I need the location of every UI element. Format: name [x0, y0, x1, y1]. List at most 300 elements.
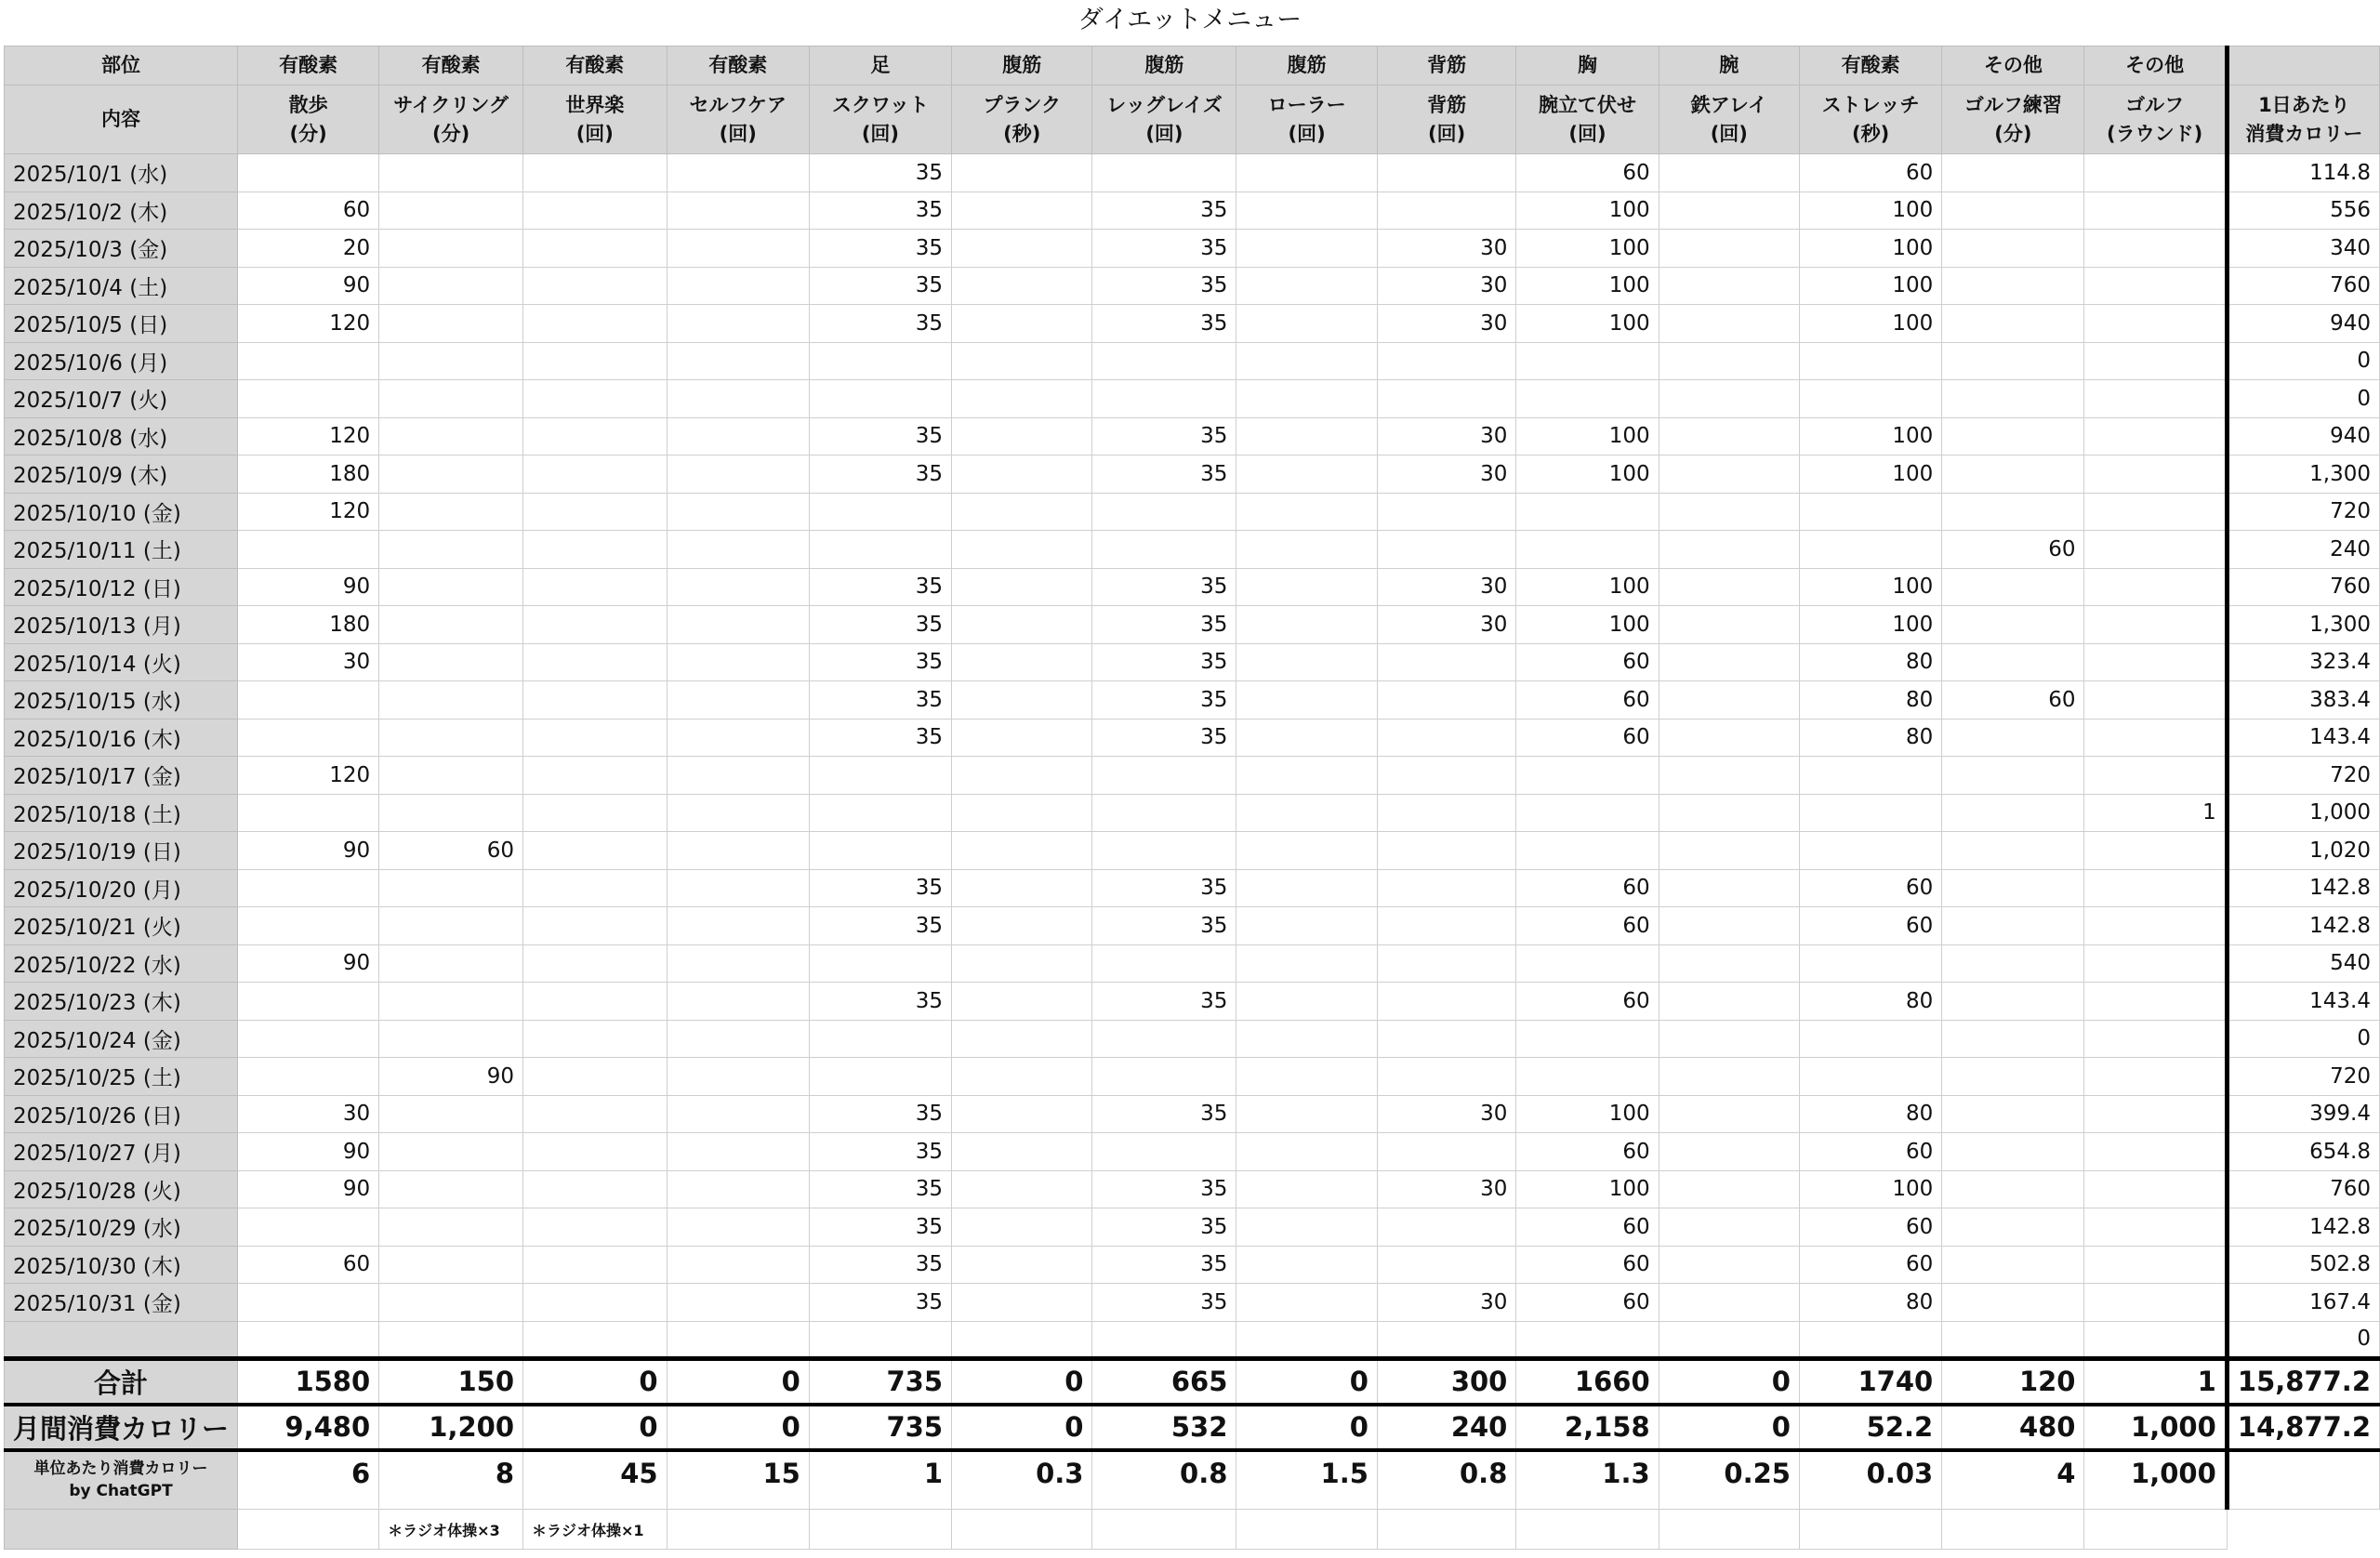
- value-cell[interactable]: [2084, 757, 2227, 795]
- value-cell[interactable]: [1659, 757, 1799, 795]
- value-cell[interactable]: [1942, 1170, 2084, 1208]
- header-part-cell[interactable]: 背筋: [1377, 46, 1515, 86]
- value-cell[interactable]: 30: [1377, 568, 1515, 606]
- note-cell[interactable]: ＊ラジオ体操×1: [523, 1510, 668, 1550]
- value-cell[interactable]: [2084, 907, 2227, 945]
- value-cell[interactable]: [1942, 1133, 2084, 1171]
- value-cell[interactable]: [1377, 643, 1515, 681]
- sum-cell[interactable]: 300: [1377, 1359, 1515, 1405]
- daily-total-cell[interactable]: 142.8: [2227, 869, 2379, 907]
- value-cell[interactable]: [1942, 643, 2084, 681]
- daily-total-cell[interactable]: 760: [2227, 1170, 2379, 1208]
- value-cell[interactable]: 60: [1516, 983, 1659, 1021]
- value-cell[interactable]: [952, 757, 1092, 795]
- value-cell[interactable]: [667, 794, 809, 832]
- value-cell[interactable]: 120: [238, 757, 379, 795]
- value-cell[interactable]: [1377, 757, 1515, 795]
- value-cell[interactable]: [1516, 380, 1659, 418]
- daily-total-cell[interactable]: 142.8: [2227, 1208, 2379, 1247]
- value-cell[interactable]: [1942, 154, 2084, 192]
- header-part-cell[interactable]: 腹筋: [952, 46, 1092, 86]
- daily-total-cell[interactable]: 760: [2227, 267, 2379, 305]
- value-cell[interactable]: [238, 794, 379, 832]
- value-cell[interactable]: 30: [1377, 267, 1515, 305]
- header-exercise-cell[interactable]: [523, 86, 668, 154]
- value-cell[interactable]: [667, 531, 809, 569]
- value-cell[interactable]: [1377, 380, 1515, 418]
- value-cell[interactable]: [1377, 1020, 1515, 1058]
- value-cell[interactable]: [1659, 681, 1799, 720]
- value-cell[interactable]: 100: [1799, 1170, 1941, 1208]
- value-cell[interactable]: [238, 1284, 379, 1322]
- value-cell[interactable]: [1092, 944, 1236, 983]
- value-cell[interactable]: [523, 719, 668, 757]
- value-cell[interactable]: [1516, 1020, 1659, 1058]
- date-cell[interactable]: 2025/10/6 (月): [5, 342, 238, 380]
- date-cell[interactable]: 2025/10/1 (水): [5, 154, 238, 192]
- value-cell[interactable]: [1799, 1020, 1941, 1058]
- value-cell[interactable]: [238, 681, 379, 720]
- note-cell[interactable]: [1377, 1510, 1515, 1550]
- value-cell[interactable]: [809, 531, 951, 569]
- value-cell[interactable]: 80: [1799, 983, 1941, 1021]
- value-cell[interactable]: [1942, 305, 2084, 343]
- header-part-cell[interactable]: 腹筋: [1236, 46, 1377, 86]
- value-cell[interactable]: [379, 342, 523, 380]
- value-cell[interactable]: [1236, 719, 1377, 757]
- value-cell[interactable]: [523, 1133, 668, 1171]
- value-cell[interactable]: [1236, 1133, 1377, 1171]
- sum-cell[interactable]: 0: [1236, 1359, 1377, 1405]
- value-cell[interactable]: [2084, 832, 2227, 870]
- sum-cell[interactable]: 150: [379, 1359, 523, 1405]
- value-cell[interactable]: [1377, 154, 1515, 192]
- unit-calorie-cell[interactable]: 8: [379, 1450, 523, 1510]
- value-cell[interactable]: [2084, 1095, 2227, 1133]
- value-cell[interactable]: 20: [238, 230, 379, 268]
- value-cell[interactable]: 60: [1516, 1284, 1659, 1322]
- value-cell[interactable]: 100: [1799, 606, 1941, 644]
- value-cell[interactable]: [952, 832, 1092, 870]
- monthly-calorie-cell[interactable]: 0: [1236, 1405, 1377, 1450]
- value-cell[interactable]: [1236, 832, 1377, 870]
- unit-calorie-cell[interactable]: 45: [523, 1450, 668, 1510]
- value-cell[interactable]: 35: [1092, 1170, 1236, 1208]
- value-cell[interactable]: [1377, 983, 1515, 1021]
- value-cell[interactable]: [952, 1058, 1092, 1096]
- value-cell[interactable]: [523, 154, 668, 192]
- value-cell[interactable]: [523, 794, 668, 832]
- value-cell[interactable]: [1659, 944, 1799, 983]
- value-cell[interactable]: 35: [1092, 456, 1236, 494]
- value-cell[interactable]: [2084, 1058, 2227, 1096]
- value-cell[interactable]: [379, 983, 523, 1021]
- value-cell[interactable]: 35: [1092, 305, 1236, 343]
- value-cell[interactable]: [379, 267, 523, 305]
- note-cell[interactable]: [1659, 1510, 1799, 1550]
- value-cell[interactable]: [952, 643, 1092, 681]
- value-cell[interactable]: [2084, 230, 2227, 268]
- daily-total-cell[interactable]: 1,300: [2227, 606, 2379, 644]
- value-cell[interactable]: [1236, 606, 1377, 644]
- value-cell[interactable]: [952, 1208, 1092, 1247]
- monthly-calorie-cell[interactable]: 0: [952, 1405, 1092, 1450]
- value-cell[interactable]: [809, 493, 951, 531]
- note-cell[interactable]: [1092, 1510, 1236, 1550]
- value-cell[interactable]: [1799, 380, 1941, 418]
- daily-total-cell[interactable]: 720: [2227, 757, 2379, 795]
- value-cell[interactable]: [1377, 493, 1515, 531]
- value-cell[interactable]: [1942, 456, 2084, 494]
- value-cell[interactable]: 90: [238, 1170, 379, 1208]
- value-cell[interactable]: [2084, 681, 2227, 720]
- header-part-cell[interactable]: その他: [1942, 46, 2084, 86]
- date-cell[interactable]: 2025/10/10 (金): [5, 493, 238, 531]
- value-cell[interactable]: [379, 417, 523, 456]
- unit-calorie-cell[interactable]: 0.8: [1377, 1450, 1515, 1510]
- value-cell[interactable]: [1659, 342, 1799, 380]
- date-cell[interactable]: 2025/10/20 (月): [5, 869, 238, 907]
- value-cell[interactable]: 35: [809, 568, 951, 606]
- daily-total-cell[interactable]: 760: [2227, 568, 2379, 606]
- note-cell[interactable]: [2084, 1510, 2227, 1550]
- value-cell[interactable]: [238, 531, 379, 569]
- value-cell[interactable]: [379, 1170, 523, 1208]
- daily-total-cell[interactable]: 720: [2227, 493, 2379, 531]
- value-cell[interactable]: 90: [238, 568, 379, 606]
- value-cell[interactable]: [1659, 267, 1799, 305]
- daily-total-cell[interactable]: 143.4: [2227, 983, 2379, 1021]
- value-cell[interactable]: [952, 568, 1092, 606]
- value-cell[interactable]: [523, 1246, 668, 1284]
- value-cell[interactable]: [1659, 456, 1799, 494]
- header-part-cell[interactable]: その他: [2084, 46, 2227, 86]
- value-cell[interactable]: [379, 191, 523, 230]
- value-cell[interactable]: 60: [1516, 1208, 1659, 1247]
- monthly-calorie-cell[interactable]: 9,480: [238, 1405, 379, 1450]
- value-cell[interactable]: 60: [1942, 681, 2084, 720]
- note-cell[interactable]: [952, 1510, 1092, 1550]
- value-cell[interactable]: 35: [809, 1170, 951, 1208]
- value-cell[interactable]: [1942, 794, 2084, 832]
- value-cell[interactable]: [1659, 1284, 1799, 1322]
- value-cell[interactable]: 30: [1377, 456, 1515, 494]
- value-cell[interactable]: [1942, 1208, 2084, 1247]
- value-cell[interactable]: 60: [1516, 869, 1659, 907]
- value-cell[interactable]: [1942, 230, 2084, 268]
- date-cell[interactable]: 2025/10/19 (日): [5, 832, 238, 870]
- sum-cell[interactable]: 0: [667, 1359, 809, 1405]
- value-cell[interactable]: [1236, 1095, 1377, 1133]
- value-cell[interactable]: [1236, 794, 1377, 832]
- monthly-calorie-cell[interactable]: 0: [667, 1405, 809, 1450]
- value-cell[interactable]: [1236, 1321, 1377, 1359]
- value-cell[interactable]: [1377, 342, 1515, 380]
- value-cell[interactable]: [667, 267, 809, 305]
- value-cell[interactable]: 100: [1516, 305, 1659, 343]
- value-cell[interactable]: [1377, 907, 1515, 945]
- sum-cell[interactable]: 665: [1092, 1359, 1236, 1405]
- daily-total-cell[interactable]: 1,300: [2227, 456, 2379, 494]
- value-cell[interactable]: 60: [379, 832, 523, 870]
- value-cell[interactable]: [1236, 1170, 1377, 1208]
- value-cell[interactable]: [952, 380, 1092, 418]
- daily-total-cell[interactable]: 340: [2227, 230, 2379, 268]
- value-cell[interactable]: 100: [1799, 568, 1941, 606]
- value-cell[interactable]: 30: [238, 643, 379, 681]
- value-cell[interactable]: [1236, 983, 1377, 1021]
- value-cell[interactable]: 100: [1516, 568, 1659, 606]
- value-cell[interactable]: [1942, 944, 2084, 983]
- value-cell[interactable]: [379, 1246, 523, 1284]
- value-cell[interactable]: 60: [1516, 1133, 1659, 1171]
- value-cell[interactable]: [1659, 380, 1799, 418]
- value-cell[interactable]: [1659, 983, 1799, 1021]
- value-cell[interactable]: [379, 154, 523, 192]
- value-cell[interactable]: [1236, 907, 1377, 945]
- value-cell[interactable]: 60: [1799, 1208, 1941, 1247]
- value-cell[interactable]: [238, 1020, 379, 1058]
- daily-total-cell[interactable]: 0: [2227, 1020, 2379, 1058]
- value-cell[interactable]: [2084, 417, 2227, 456]
- value-cell[interactable]: [1092, 380, 1236, 418]
- value-cell[interactable]: [523, 456, 668, 494]
- value-cell[interactable]: 100: [1799, 456, 1941, 494]
- value-cell[interactable]: [2084, 456, 2227, 494]
- value-cell[interactable]: 90: [238, 832, 379, 870]
- value-cell[interactable]: [1942, 1020, 2084, 1058]
- value-cell[interactable]: [238, 869, 379, 907]
- unit-calorie-cell[interactable]: 4: [1942, 1450, 2084, 1510]
- value-cell[interactable]: [523, 869, 668, 907]
- value-cell[interactable]: [379, 1020, 523, 1058]
- header-part-cell[interactable]: 胸: [1516, 46, 1659, 86]
- value-cell[interactable]: [1236, 869, 1377, 907]
- unit-calorie-cell[interactable]: 0.3: [952, 1450, 1092, 1510]
- value-cell[interactable]: [667, 1321, 809, 1359]
- value-cell[interactable]: [1236, 681, 1377, 720]
- sum-label[interactable]: 合計: [5, 1359, 238, 1405]
- value-cell[interactable]: [1236, 456, 1377, 494]
- value-cell[interactable]: [379, 230, 523, 268]
- value-cell[interactable]: [1236, 1284, 1377, 1322]
- date-cell[interactable]: 2025/10/23 (木): [5, 983, 238, 1021]
- value-cell[interactable]: [1799, 944, 1941, 983]
- value-cell[interactable]: [379, 794, 523, 832]
- value-cell[interactable]: [1659, 191, 1799, 230]
- value-cell[interactable]: [379, 681, 523, 720]
- value-cell[interactable]: [238, 719, 379, 757]
- value-cell[interactable]: 80: [1799, 681, 1941, 720]
- value-cell[interactable]: [1516, 832, 1659, 870]
- value-cell[interactable]: [667, 907, 809, 945]
- value-cell[interactable]: 30: [1377, 1170, 1515, 1208]
- header-exercise-cell[interactable]: [238, 86, 379, 154]
- value-cell[interactable]: 60: [1799, 1246, 1941, 1284]
- value-cell[interactable]: [952, 342, 1092, 380]
- date-cell[interactable]: 2025/10/7 (火): [5, 380, 238, 418]
- value-cell[interactable]: 35: [809, 305, 951, 343]
- value-cell[interactable]: [238, 1208, 379, 1247]
- note-cell[interactable]: ＊ラジオ体操×3: [379, 1510, 523, 1550]
- monthly-calorie-cell[interactable]: 2,158: [1516, 1405, 1659, 1450]
- value-cell[interactable]: 100: [1516, 191, 1659, 230]
- value-cell[interactable]: [667, 832, 809, 870]
- value-cell[interactable]: 100: [1799, 267, 1941, 305]
- date-cell[interactable]: 2025/10/18 (土): [5, 794, 238, 832]
- value-cell[interactable]: [1799, 832, 1941, 870]
- header-exercise-cell[interactable]: [952, 86, 1092, 154]
- value-cell[interactable]: [1659, 1321, 1799, 1359]
- value-cell[interactable]: [1092, 1321, 1236, 1359]
- value-cell[interactable]: [667, 380, 809, 418]
- value-cell[interactable]: [2084, 191, 2227, 230]
- date-cell[interactable]: 2025/10/16 (木): [5, 719, 238, 757]
- value-cell[interactable]: [1516, 342, 1659, 380]
- value-cell[interactable]: 60: [1516, 681, 1659, 720]
- value-cell[interactable]: 90: [238, 267, 379, 305]
- date-cell[interactable]: 2025/10/5 (日): [5, 305, 238, 343]
- value-cell[interactable]: [1377, 531, 1515, 569]
- value-cell[interactable]: [952, 267, 1092, 305]
- unit-calorie-cell[interactable]: 0.8: [1092, 1450, 1236, 1510]
- sum-cell[interactable]: 735: [809, 1359, 951, 1405]
- value-cell[interactable]: 35: [1092, 1284, 1236, 1322]
- value-cell[interactable]: [809, 757, 951, 795]
- value-cell[interactable]: [523, 944, 668, 983]
- header-daily-calorie[interactable]: [2227, 86, 2379, 154]
- daily-total-cell[interactable]: 240: [2227, 531, 2379, 569]
- value-cell[interactable]: [1659, 305, 1799, 343]
- value-cell[interactable]: [1236, 1058, 1377, 1096]
- value-cell[interactable]: 30: [1377, 1284, 1515, 1322]
- value-cell[interactable]: [2084, 1321, 2227, 1359]
- value-cell[interactable]: [1799, 1058, 1941, 1096]
- value-cell[interactable]: [809, 1058, 951, 1096]
- value-cell[interactable]: [667, 681, 809, 720]
- value-cell[interactable]: [2084, 380, 2227, 418]
- value-cell[interactable]: [667, 417, 809, 456]
- value-cell[interactable]: 100: [1516, 417, 1659, 456]
- value-cell[interactable]: [1659, 1020, 1799, 1058]
- value-cell[interactable]: [1659, 907, 1799, 945]
- value-cell[interactable]: [1516, 757, 1659, 795]
- daily-total-cell[interactable]: 167.4: [2227, 1284, 2379, 1322]
- date-cell[interactable]: 2025/10/14 (火): [5, 643, 238, 681]
- value-cell[interactable]: [379, 1321, 523, 1359]
- sum-cell[interactable]: 120: [1942, 1359, 2084, 1405]
- value-cell[interactable]: [1236, 757, 1377, 795]
- value-cell[interactable]: [1659, 869, 1799, 907]
- value-cell[interactable]: [379, 1095, 523, 1133]
- value-cell[interactable]: [523, 1058, 668, 1096]
- daily-total-cell[interactable]: 142.8: [2227, 907, 2379, 945]
- value-cell[interactable]: [1236, 305, 1377, 343]
- value-cell[interactable]: [1659, 154, 1799, 192]
- value-cell[interactable]: [1659, 643, 1799, 681]
- value-cell[interactable]: [667, 757, 809, 795]
- value-cell[interactable]: 60: [1799, 907, 1941, 945]
- value-cell[interactable]: [523, 305, 668, 343]
- value-cell[interactable]: [1659, 794, 1799, 832]
- value-cell[interactable]: [1236, 342, 1377, 380]
- value-cell[interactable]: [523, 681, 668, 720]
- value-cell[interactable]: [523, 983, 668, 1021]
- value-cell[interactable]: 30: [238, 1095, 379, 1133]
- value-cell[interactable]: [1942, 1321, 2084, 1359]
- date-cell[interactable]: 2025/10/22 (水): [5, 944, 238, 983]
- value-cell[interactable]: [952, 1095, 1092, 1133]
- value-cell[interactable]: [1236, 380, 1377, 418]
- value-cell[interactable]: [1659, 719, 1799, 757]
- note-cell[interactable]: [1236, 1510, 1377, 1550]
- value-cell[interactable]: [1236, 191, 1377, 230]
- header-total-blank[interactable]: [2227, 46, 2379, 86]
- value-cell[interactable]: [379, 456, 523, 494]
- unit-calorie-cell[interactable]: 1.5: [1236, 1450, 1377, 1510]
- value-cell[interactable]: [1377, 1321, 1515, 1359]
- value-cell[interactable]: [809, 832, 951, 870]
- value-cell[interactable]: [952, 944, 1092, 983]
- value-cell[interactable]: [952, 681, 1092, 720]
- value-cell[interactable]: 35: [1092, 417, 1236, 456]
- value-cell[interactable]: [1516, 1058, 1659, 1096]
- value-cell[interactable]: 100: [1516, 267, 1659, 305]
- daily-total-cell[interactable]: 502.8: [2227, 1246, 2379, 1284]
- value-cell[interactable]: [2084, 267, 2227, 305]
- value-cell[interactable]: [1092, 757, 1236, 795]
- value-cell[interactable]: 35: [809, 1208, 951, 1247]
- value-cell[interactable]: [952, 417, 1092, 456]
- header-part-cell[interactable]: 有酸素: [238, 46, 379, 86]
- daily-total-cell[interactable]: 1,000: [2227, 794, 2379, 832]
- value-cell[interactable]: [2084, 643, 2227, 681]
- value-cell[interactable]: 80: [1799, 643, 1941, 681]
- value-cell[interactable]: 35: [809, 606, 951, 644]
- header-exercise-cell[interactable]: [1942, 86, 2084, 154]
- value-cell[interactable]: [379, 568, 523, 606]
- value-cell[interactable]: [523, 493, 668, 531]
- date-cell[interactable]: 2025/10/17 (金): [5, 757, 238, 795]
- date-cell[interactable]: 2025/10/4 (土): [5, 267, 238, 305]
- unit-calorie-cell[interactable]: 6: [238, 1450, 379, 1510]
- value-cell[interactable]: [1659, 493, 1799, 531]
- value-cell[interactable]: [1942, 1095, 2084, 1133]
- value-cell[interactable]: [238, 342, 379, 380]
- value-cell[interactable]: [1659, 606, 1799, 644]
- value-cell[interactable]: [523, 191, 668, 230]
- value-cell[interactable]: 30: [1377, 305, 1515, 343]
- date-cell[interactable]: 2025/10/28 (火): [5, 1170, 238, 1208]
- value-cell[interactable]: [667, 1208, 809, 1247]
- date-cell[interactable]: 2025/10/2 (木): [5, 191, 238, 230]
- value-cell[interactable]: [1377, 681, 1515, 720]
- value-cell[interactable]: 35: [1092, 606, 1236, 644]
- value-cell[interactable]: [1799, 493, 1941, 531]
- value-cell[interactable]: 30: [1377, 230, 1515, 268]
- header-exercise-cell[interactable]: [1092, 86, 1236, 154]
- date-cell[interactable]: 2025/10/25 (土): [5, 1058, 238, 1096]
- value-cell[interactable]: 100: [1516, 456, 1659, 494]
- header-part-cell[interactable]: 有酸素: [667, 46, 809, 86]
- value-cell[interactable]: [667, 643, 809, 681]
- value-cell[interactable]: [667, 568, 809, 606]
- value-cell[interactable]: [2084, 154, 2227, 192]
- value-cell[interactable]: [1942, 417, 2084, 456]
- value-cell[interactable]: [952, 869, 1092, 907]
- value-cell[interactable]: [2084, 869, 2227, 907]
- unit-calorie-cell[interactable]: 1: [809, 1450, 951, 1510]
